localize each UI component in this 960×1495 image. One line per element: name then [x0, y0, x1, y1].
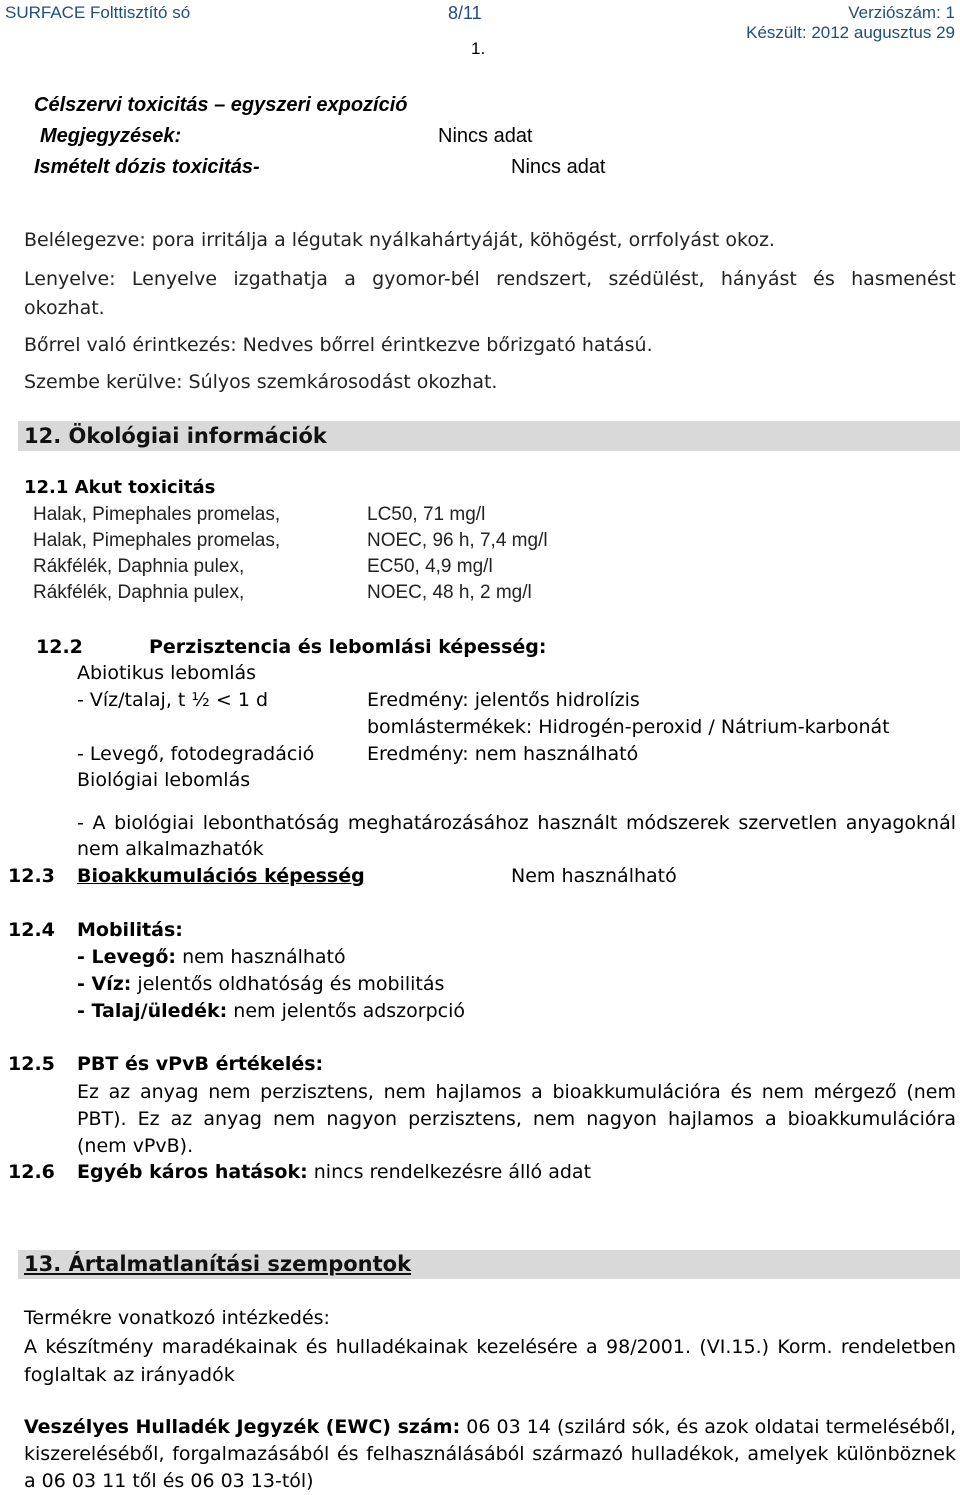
product-name: SURFACE Folttisztító só [5, 3, 191, 22]
repeated-dose-label: Ismételt dózis toxicitás- [34, 156, 260, 178]
ingestion-effect: Lenyelve: Lenyelve izgathatja a gyomor-bél rendszert, szédülést, hányást és hasmenést okozhat. [24, 268, 956, 319]
s122-title: Perzisztencia és lebomlási képesség: [149, 636, 547, 658]
s123-value: Nem használható [511, 865, 677, 887]
s123-title: Bioakkumulációs képesség [77, 865, 365, 887]
s124-title: Mobilitás: [77, 919, 183, 941]
section-13-title: 13. Ártalmatlanítási szempontok [24, 1252, 412, 1276]
mobility-water [77, 972, 444, 997]
water-soil-result: Eredmény: jelentős hidrolízis [367, 689, 640, 711]
s126-line [77, 1160, 591, 1185]
version-number: Verziószám: 1 [848, 3, 955, 22]
ewc-text: 06 03 14 (szilárd sók, és azok oldatai termeléséből, kiszereléséből, forgalmazásából és felhasználásából származó hulladékok, amelyek különböznek a 06 03 11 től és 06 03 13-tól) [24, 1416, 956, 1492]
header-number: 1. [471, 39, 486, 58]
s125-title: PBT és vPvB értékelés: [77, 1053, 324, 1075]
notes-label: Megjegyzések: [40, 125, 182, 147]
acute-organism-1: Halak, Pimephales promelas, [33, 504, 281, 525]
s126-number: 12.6 [8, 1161, 55, 1183]
notes-value: Nincs adat [438, 125, 533, 147]
mobility-water-label: - Víz: [77, 973, 132, 995]
acute-toxicity-title: 12.1 Akut toxicitás [24, 477, 216, 498]
measures-text: A készítmény maradékainak és hulladékainak kezelésére a 98/2001. (VI.15.) Korm. rendeletben foglaltak az irányadók [24, 1336, 956, 1386]
abiotic-label: Abiotikus lebomlás [77, 662, 257, 684]
s126-text: nincs rendelkezésre álló adat [307, 1161, 592, 1183]
eye-effect: Szembe kerülve: Súlyos szemkárosodást okozhat. [24, 371, 498, 393]
ewc-label: Veszélyes Hulladék Jegyzék (EWC) szám: [24, 1416, 461, 1438]
mobility-air [77, 945, 346, 970]
water-soil-label: - Víz/talaj, t ½ < 1 d [77, 689, 269, 711]
biotic-label: Biológiai lebomlás [77, 769, 251, 791]
s125-text: Ez az anyag nem perzisztens, nem hajlamos a bioakkumulációra és nem mérgező (nem PBT). Ez az anyag nem nagyon perzisztens, nem nagyon hajlamos a bioakkumulációra (nem vPvB). [77, 1081, 956, 1157]
inhalation-effect: Belélegezve: pora irritálja a légutak nyálkahártyáját, köhögést, orrfolyást okoz. [24, 229, 775, 251]
acute-value-3: EC50, 4,9 mg/l [367, 556, 493, 577]
mobility-air-text: nem használható [176, 946, 346, 968]
mobility-soil [77, 999, 465, 1024]
biodegradation-note: - A biológiai lebonthatóság meghatározásához használt módszerek szervetlen anyagoknál nem alkalmazhatók [77, 812, 956, 860]
s124-number: 12.4 [8, 919, 55, 941]
measures-label: Termékre vonatkozó intézkedés: [24, 1307, 330, 1329]
water-soil-products: bomlástermékek: Hidrogén-peroxid / Nátrium-karbonát [367, 716, 890, 738]
page-number: 8/11 [448, 3, 482, 23]
stot-single-title: Célszervi toxicitás – egyszeri expozíció [34, 94, 408, 116]
acute-organism-3: Rákfélék, Daphnia pulex, [33, 556, 245, 577]
acute-organism-4: Rákfélék, Daphnia pulex, [33, 582, 245, 603]
mobility-soil-text: nem jelentős adszorpció [227, 1000, 465, 1022]
s122-number: 12.2 [36, 636, 83, 658]
acute-organism-2: Halak, Pimephales promelas, [33, 530, 281, 551]
skin-effect: Bőrrel való érintkezés: Nedves bőrrel érintkezve bőrizgató hatású. [24, 334, 653, 356]
repeated-dose-value: Nincs adat [511, 156, 606, 178]
ewc-paragraph [24, 1414, 956, 1495]
s126-title: Egyéb káros hatások: [77, 1161, 308, 1183]
mobility-soil-label: - Talaj/üledék: [77, 1000, 228, 1022]
air-result: Eredmény: nem használható [367, 743, 639, 765]
s123-number: 12.3 [8, 865, 55, 887]
acute-value-4: NOEC, 48 h, 2 mg/l [367, 582, 532, 603]
mobility-water-text: jelentős oldhatóság és mobilitás [131, 973, 445, 995]
s125-number: 12.5 [8, 1053, 55, 1075]
acute-value-1: LC50, 71 mg/l [367, 504, 486, 525]
section-12-title: 12. Ökológiai információk [24, 424, 327, 448]
mobility-air-label: - Levegő: [77, 946, 177, 968]
issue-date: Készült: 2012 augusztus 29 [746, 23, 955, 42]
acute-value-2: NOEC, 96 h, 7,4 mg/l [367, 530, 548, 551]
air-label: - Levegő, fotodegradáció [77, 743, 315, 765]
